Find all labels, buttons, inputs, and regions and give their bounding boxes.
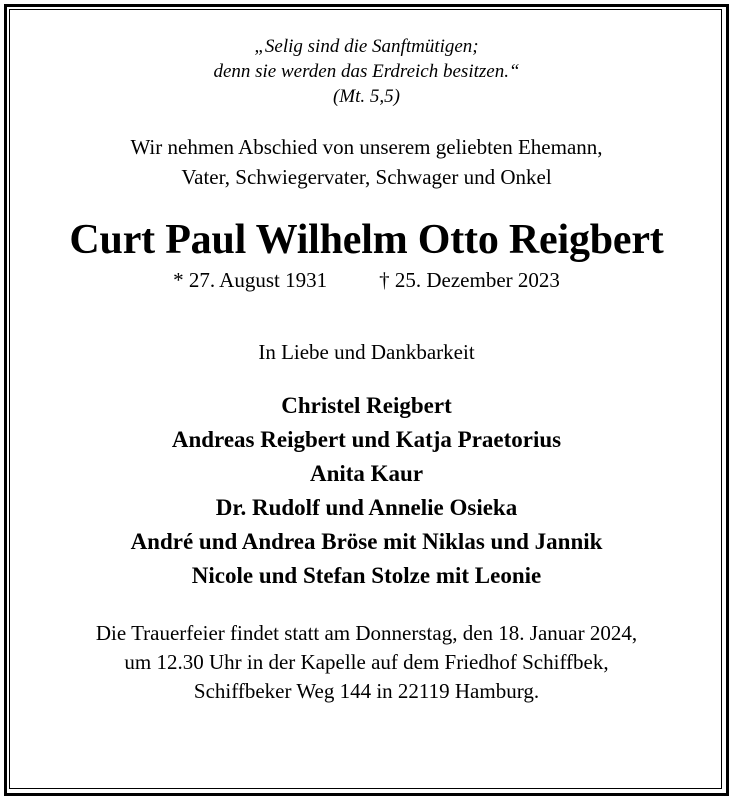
ceremony-line-3: Schiffbeker Weg 144 in 22119 Hamburg. bbox=[193, 679, 540, 703]
birth-date: * 27. August 1931 bbox=[173, 268, 328, 292]
family-member: Dr. Rudolf und Annelie Osieka bbox=[215, 495, 518, 520]
quote-line-2: denn sie werden das Erdreich besitzen.“ bbox=[213, 61, 520, 82]
family-member: Christel Reigbert bbox=[281, 393, 452, 418]
obituary-notice bbox=[10, 10, 723, 706]
death-date: † 25. Dezember 2023 bbox=[379, 268, 560, 292]
bible-quote bbox=[10, 34, 723, 109]
thanks-line: In Liebe und Dankbarkeit bbox=[258, 340, 475, 364]
ceremony-line-1: Die Trauerfeier findet statt am Donnerstag, den 18. Januar 2024, bbox=[95, 621, 638, 645]
deceased-name: Curt Paul Wilhelm Otto Reigbert bbox=[69, 217, 664, 263]
farewell-intro bbox=[10, 132, 723, 192]
life-dates bbox=[10, 266, 723, 294]
family-member: Andreas Reigbert und Katja Praetorius bbox=[171, 427, 562, 452]
intro-line-2: Vater, Schwiegervater, Schwager und Onkel bbox=[181, 165, 552, 189]
family-member: Anita Kaur bbox=[309, 461, 424, 486]
family-list bbox=[10, 389, 723, 593]
quote-line-1: „Selig sind die Sanftmütigen; bbox=[254, 36, 479, 57]
ceremony-line-2: um 12.30 Uhr in der Kapelle auf dem Friedhof Schiffbek, bbox=[124, 650, 609, 674]
family-member: Nicole und Stefan Stolze mit Leonie bbox=[191, 563, 542, 588]
quote-reference: (Mt. 5,5) bbox=[332, 86, 400, 107]
family-member: André und Andrea Bröse mit Niklas und Jannik bbox=[130, 529, 603, 554]
intro-line-1: Wir nehmen Abschied von unserem geliebten Ehemann, bbox=[130, 135, 603, 159]
ceremony-details bbox=[10, 619, 723, 706]
